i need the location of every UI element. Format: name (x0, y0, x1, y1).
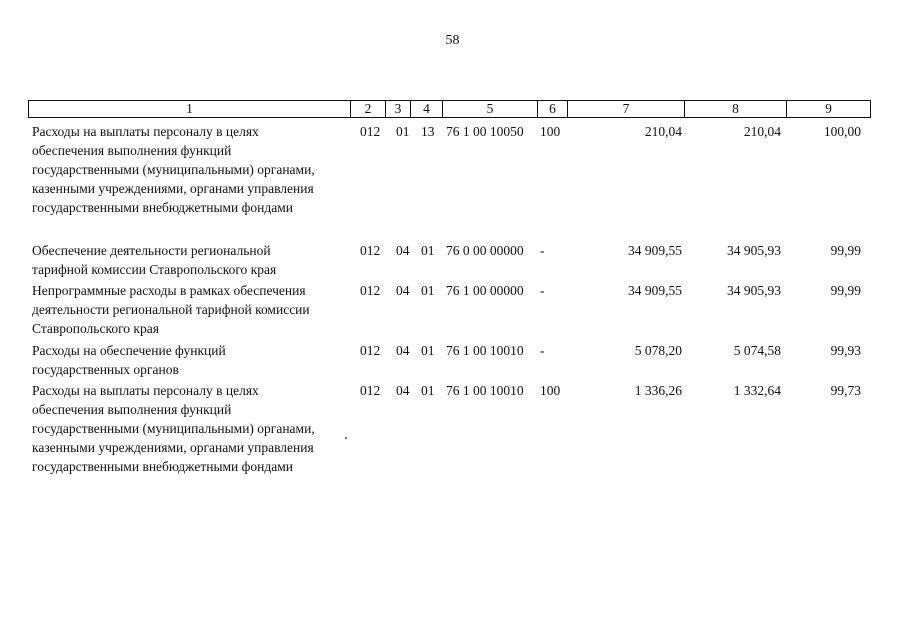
header-col-3: 3 (385, 100, 411, 118)
header-col-2: 2 (350, 100, 386, 118)
table-header-row (28, 100, 871, 118)
row-percent: 99,73 (830, 383, 861, 398)
row-ministry-code: 012 (360, 383, 381, 398)
row-expense-type: - (540, 243, 545, 258)
header-col-6: 6 (537, 100, 568, 118)
row-description: Непрограммные расходы в рамках обеспечения деятельности региональной тарифной комиссии Ставропольского края (32, 283, 310, 336)
row-section-code: 04 (396, 383, 410, 398)
row-section-code: 04 (396, 243, 410, 258)
row-subsection-code: 01 (421, 243, 435, 258)
row-fact-amount: 34 905,93 (727, 283, 781, 298)
header-col-1: 1 (28, 100, 351, 118)
row-plan-amount: 5 078,20 (634, 343, 682, 358)
row-subsection-code: 01 (421, 383, 435, 398)
row-description: Обеспечение деятельности региональной тарифной комиссии Ставропольского края (32, 243, 277, 277)
row-section-code: 01 (396, 124, 410, 139)
row-target-code: 76 1 00 00000 (446, 283, 524, 298)
row-expense-type: 100 (540, 124, 561, 139)
row-percent: 100,00 (823, 124, 861, 139)
row-description: Расходы на обеспечение функций государственных органов (32, 343, 226, 377)
row-target-code: 76 1 00 10010 (446, 383, 524, 398)
scan-speck (345, 437, 347, 439)
row-fact-amount: 34 905,93 (727, 243, 781, 258)
row-ministry-code: 012 (360, 343, 381, 358)
row-subsection-code: 13 (421, 124, 435, 139)
row-ministry-code: 012 (360, 124, 381, 139)
row-plan-amount: 210,04 (644, 124, 682, 139)
row-subsection-code: 01 (421, 343, 435, 358)
row-plan-amount: 34 909,55 (628, 243, 682, 258)
row-expense-type: - (540, 343, 545, 358)
row-ministry-code: 012 (360, 243, 381, 258)
row-fact-amount: 210,04 (743, 124, 781, 139)
page-number: 58 (445, 33, 460, 48)
row-subsection-code: 01 (421, 283, 435, 298)
row-target-code: 76 1 00 10010 (446, 343, 524, 358)
row-expense-type: 100 (540, 383, 561, 398)
header-col-9: 9 (786, 100, 871, 118)
row-expense-type: - (540, 283, 545, 298)
row-fact-amount: 5 074,58 (733, 343, 781, 358)
row-description: Расходы на выплаты персоналу в целях обеспечения выполнения функций государственными (муниципальными) органами, казенными учреждениями, органами управления государственными внебюджетными фондами (32, 383, 315, 474)
header-col-8: 8 (684, 100, 787, 118)
row-target-code: 76 0 00 00000 (446, 243, 524, 258)
row-percent: 99,99 (830, 243, 861, 258)
row-description: Расходы на выплаты персоналу в целях обеспечения выполнения функций государственными (муниципальными) органами, казенными учреждениями, органами управления государственными внебюджетными фондами (32, 124, 315, 215)
header-col-4: 4 (410, 100, 443, 118)
row-percent: 99,93 (830, 343, 861, 358)
header-col-7: 7 (567, 100, 685, 118)
row-plan-amount: 1 336,26 (634, 383, 682, 398)
row-percent: 99,99 (830, 283, 861, 298)
row-ministry-code: 012 (360, 283, 381, 298)
row-target-code: 76 1 00 10050 (446, 124, 524, 139)
row-section-code: 04 (396, 343, 410, 358)
row-section-code: 04 (396, 283, 410, 298)
row-fact-amount: 1 332,64 (733, 383, 781, 398)
row-plan-amount: 34 909,55 (628, 283, 682, 298)
header-col-5: 5 (442, 100, 538, 118)
